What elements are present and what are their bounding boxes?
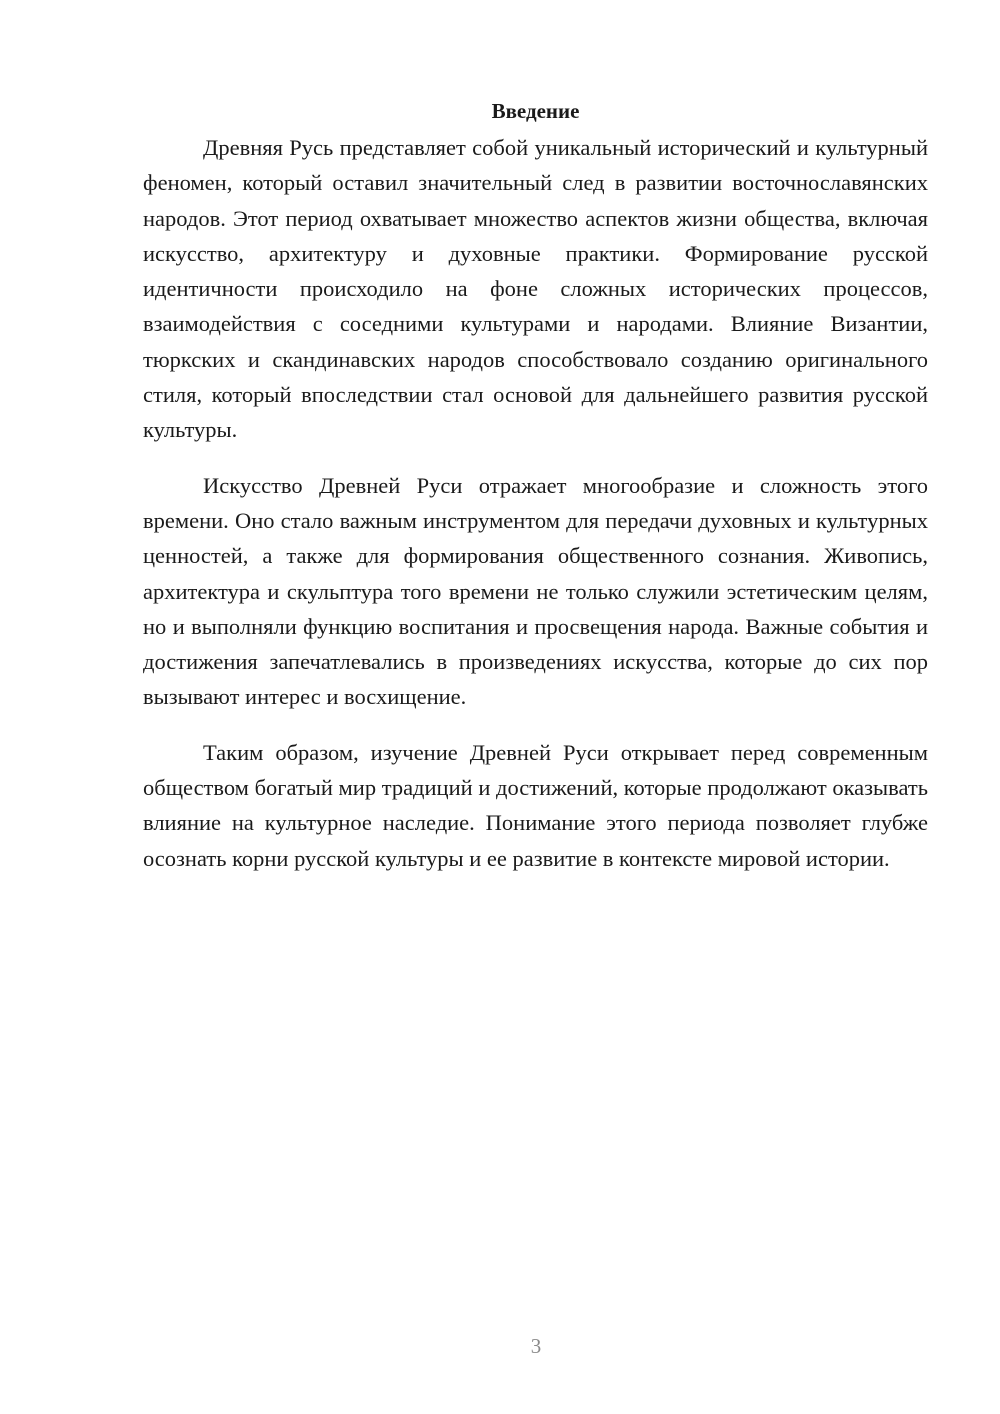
page-title: Введение [491,99,580,123]
paragraph-3: Таким образом, изучение Древней Руси открывает перед современным обществом богатый мир традиций и достижений, которые продолжают оказывать влияние на культурное наследие. Понимание этого периода позволяет глубже осознать корни русской культуры и ее развитие в контексте мировой истории. [143,739,928,871]
page-number: 3 [530,1334,542,1358]
paragraph-1: Древняя Русь представляет собой уникальный исторический и культурный феномен, который оставил значительный след в развитии восточнославянских народов. Этот период охватывает множество аспектов жизни общества, включая искусство, архитектуру и духовные практики. Формирование русской идентичности происходило на фоне сложных исторических процессов, взаимодействия с соседними культурами и народами. Влияние Византии, тюркских и скандинавских народов способствовало созданию оригинального стиля, который впоследствии стал основой для дальнейшего развития русской культуры. [143,135,928,443]
page-body [143,96,928,896]
paragraph-2: Искусство Древней Руси отражает многообразие и сложность этого времени. Оно стало важным инструментом для передачи духовных и культурных ценностей, а также для формирования общественного сознания. Живопись, архитектура и скульптура того времени не только служили эстетическим целям, но и выполняли функцию воспитания и просвещения народа. Важные события и достижения запечатлевались в произведениях искусства, которые до сих пор вызывают интерес и восхищение. [143,472,928,710]
